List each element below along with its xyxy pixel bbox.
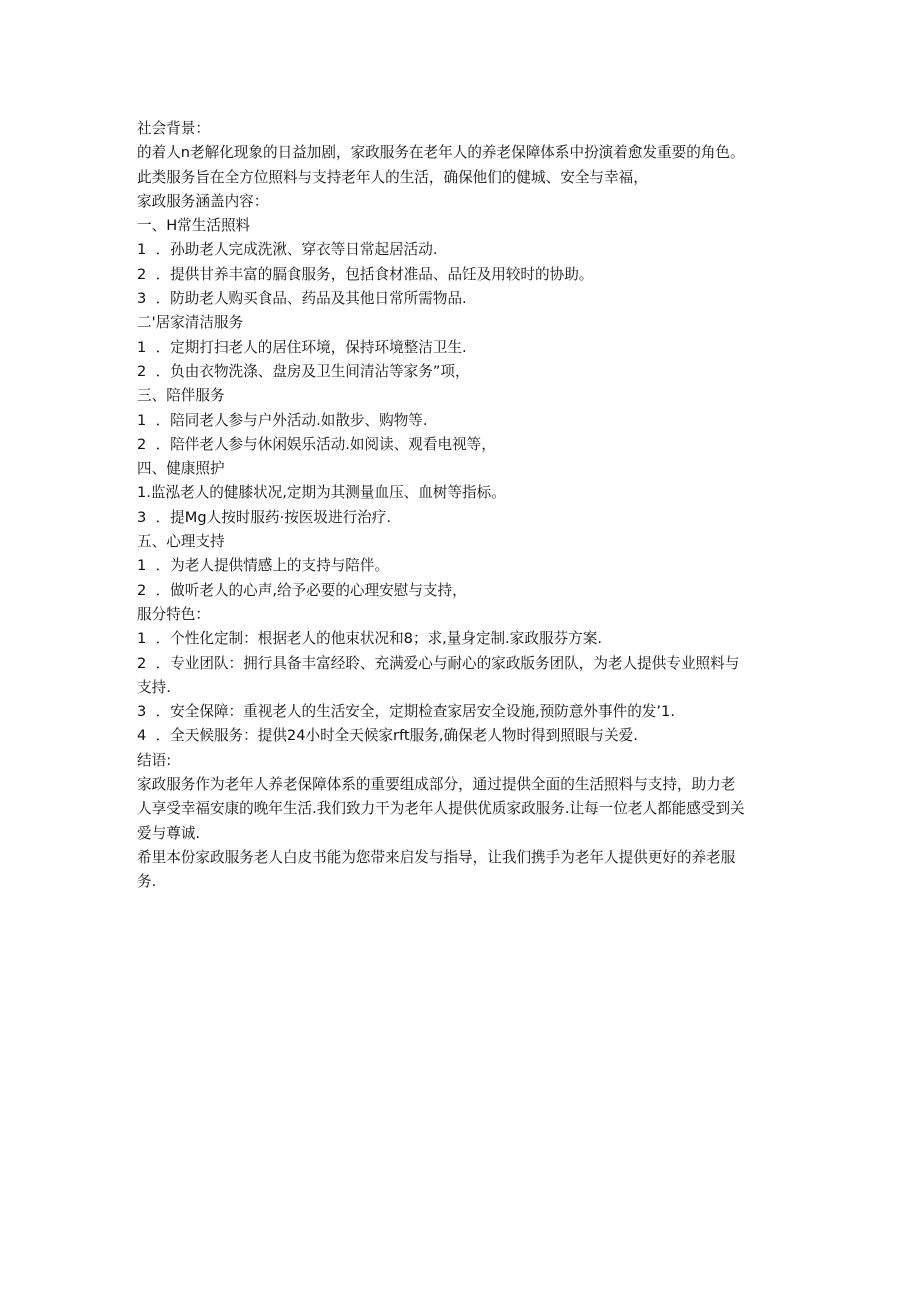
heading-social-background: 社会背景： bbox=[137, 120, 210, 137]
section-heading-health-care: 四、健康照护 bbox=[137, 460, 225, 478]
list-item: 1 ．个性化定制：根据老人的他束状况和8；求,量身定制.家政服芬方案. bbox=[137, 630, 602, 648]
list-item: 1 ．陪同老人参与户外活动.如散步、购物等. bbox=[137, 411, 428, 429]
section-heading-psychological-support: 五、心理支持 bbox=[137, 533, 225, 551]
paragraph-line: 务. bbox=[137, 873, 157, 891]
document-body bbox=[137, 117, 797, 895]
list-item-continuation: 支持. bbox=[137, 678, 171, 696]
list-item: 2 ．提供甘养丰富的膈食服务，包括食材准品、品饪及用较时的协助。 bbox=[137, 265, 594, 283]
paragraph-line: 的着人n老解化现象的日益加剧，家政服务在老年人的养老保障体系中扮演着愈发重要的角色。 bbox=[137, 144, 745, 162]
list-item: 1.监泓老人的健膝状况,定期为其测量血压、血树等指标。 bbox=[137, 484, 506, 502]
list-item: 1 ．为老人提供情感上的支持与陪伴。 bbox=[137, 557, 390, 575]
list-item: 2 ．负由衣物洗涤、盘房及卫生间清沾等家务”项， bbox=[137, 362, 470, 380]
paragraph-line: 爱与尊诚. bbox=[137, 824, 201, 842]
section-heading-cleaning: 二'居家清洁服务 bbox=[137, 314, 244, 332]
paragraph-line: 人享受幸福安康的晚年生活.我们致力干为老年人提供优质家政服务.让每一位老人都能感受到关 bbox=[137, 800, 745, 818]
section-heading-daily-care: 一、H常生活照料 bbox=[137, 217, 251, 235]
paragraph-line: 家政服务作为老年人养老保障体系的重要组成部分，通过提供全面的生活照料与支持，助力老 bbox=[137, 776, 736, 794]
heading-service-features: 服分特色： bbox=[137, 605, 210, 623]
list-item: 4 ．全天候服务：提供24小时全天候家rft服务,确保老人物时得到照眼与关爱. bbox=[137, 727, 638, 745]
list-item: 2 ．陪伴老人参与休闲娱乐活动.如阅读、观看电视等， bbox=[137, 435, 496, 453]
list-item: 1 ．孙助老人完成洗湫、穿衣等日常起居活动. bbox=[137, 241, 438, 259]
heading-conclusion: 结语: bbox=[137, 751, 172, 769]
list-item: 2 ．专业团队：拥行具备丰富经聆、充满爱心与耐心的家政版务团队，为老人提供专业照料与 bbox=[137, 654, 740, 672]
list-item: 3 ．提Mg人按时服药·按医圾进行治疗. bbox=[137, 508, 392, 526]
list-item: 2 ．做听老人的心声,给予必要的心理安慰与支持， bbox=[137, 581, 467, 599]
heading-service-content: 家政服务涵盖内容： bbox=[137, 192, 269, 210]
list-item: 3 ．安全保障：重视老人的生活安全，定期检查家居安全设施,预防意外事件的发’1. bbox=[137, 703, 675, 721]
section-heading-companionship: 三、陪伴服务 bbox=[137, 387, 225, 405]
list-item: 1 ．定期打扫老人的居住环境，保持环境整洁卫生. bbox=[137, 338, 467, 356]
paragraph-line: 此类服务旨在全方位照料与支持老年人的生活，确保他们的健城、安全与幸福， bbox=[137, 168, 648, 186]
paragraph-line: 希里本份家政服务老人白皮书能为您带来启发与指导，让我们携手为老年人提供更好的养老服 bbox=[137, 848, 736, 866]
list-item: 3 ．防助老人购买食品、药品及其他日常所需物品. bbox=[137, 290, 467, 308]
